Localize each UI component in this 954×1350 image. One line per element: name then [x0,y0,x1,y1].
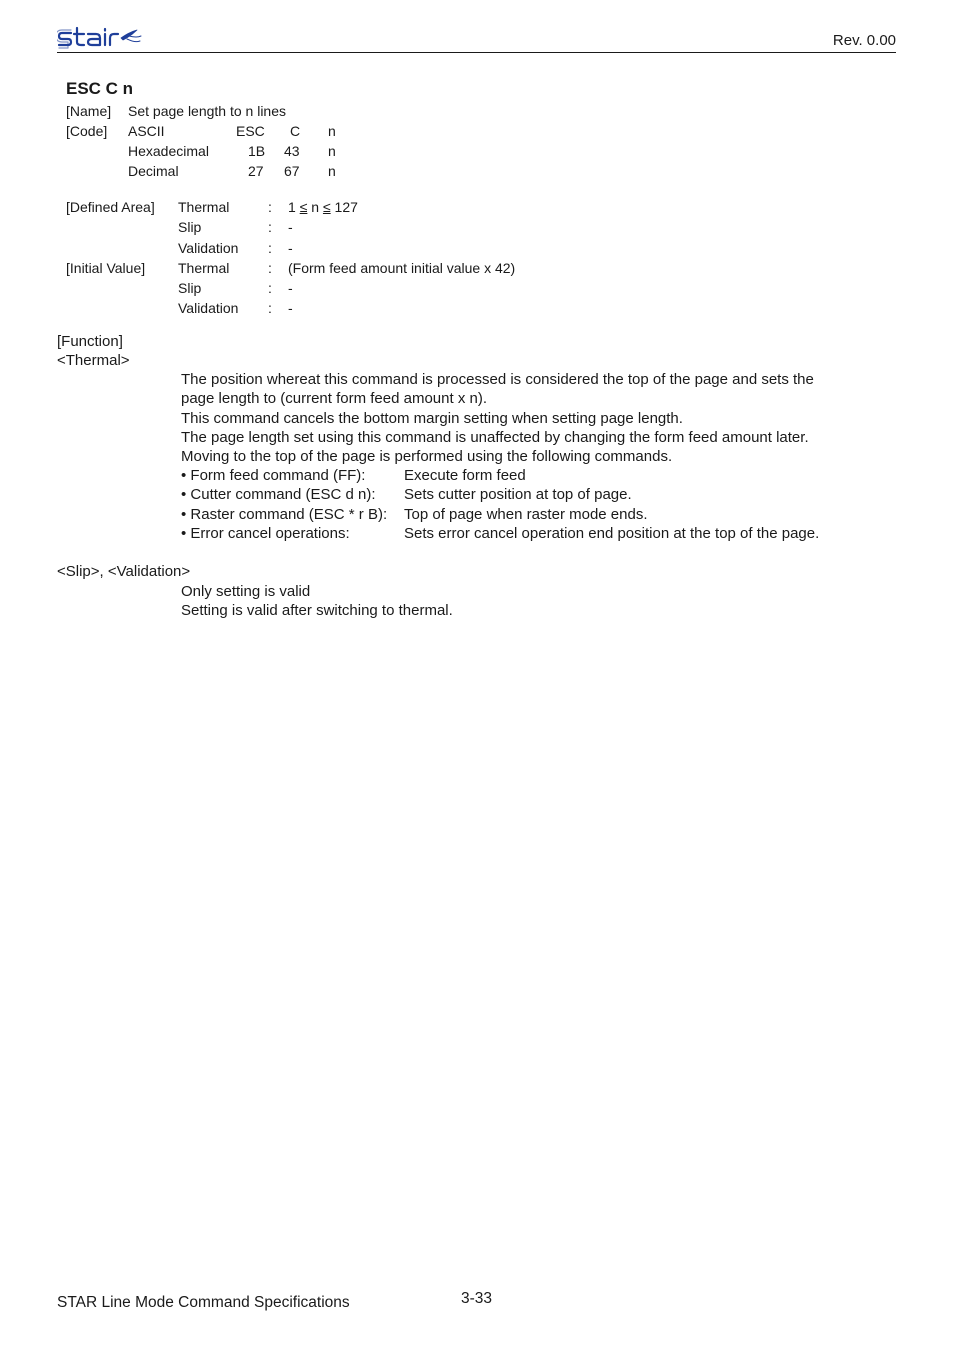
initial-value: - [288,300,293,316]
range-value: - [288,219,293,235]
description-line: Only setting is valid [181,583,311,600]
name-label: [Name] [66,103,112,119]
thermal-label: <Thermal> [57,352,130,369]
header-divider [57,52,896,53]
colon: : [268,219,272,235]
bullet-command: • Form feed command (FF): [181,467,366,484]
bullet-description: Execute form feed [404,467,526,484]
page-number: 3-33 [461,1290,493,1307]
initial-value: (Form feed amount initial value x 42) [288,260,516,276]
mode-label: Validation [178,300,239,316]
code-type: ASCII [128,123,165,139]
code-byte: 67 [284,163,300,179]
code-type: Hexadecimal [128,143,209,159]
function-label: [Function] [57,333,123,350]
description-line: This command cancels the bottom margin setting when setting page length. [181,410,683,427]
mode-label: Validation [178,240,239,256]
code-type: Decimal [128,163,179,179]
code-label: [Code] [66,123,108,139]
code-byte: n [328,123,336,139]
initial-value-label: [Initial Value] [66,260,146,276]
code-byte: 1B [248,143,266,159]
description-line: page length to (current form feed amount x n). [181,390,487,407]
mode-label: Thermal [178,260,230,276]
bullet-command: • Raster command (ESC * r B): [181,506,388,523]
bullet-description: Sets error cancel operation end position at the top of the page. [404,525,820,542]
mode-label: Slip [178,280,202,296]
code-byte: n [328,163,336,179]
code-byte: n [328,143,336,159]
mode-label: Slip [178,219,202,235]
colon: : [268,240,272,256]
colon: : [268,300,272,316]
star-logo [57,24,153,52]
colon: : [268,280,272,296]
code-byte: 43 [284,143,300,159]
range-value: 1 ≤ n ≤ 127 [288,199,358,215]
initial-value: - [288,280,293,296]
colon: : [268,199,272,215]
description-line: The page length set using this command is unaffected by changing the form feed amount later. [181,429,809,446]
code-byte: C [290,123,301,139]
bullet-command: • Cutter command (ESC d n): [181,486,376,503]
slip-validation-label: <Slip>, <Validation> [57,563,191,580]
description-line: Moving to the top of the page is performed using the following commands. [181,448,673,465]
code-byte: 27 [248,163,264,179]
bullet-description: Sets cutter position at top of page. [404,486,632,503]
range-value: - [288,240,293,256]
code-byte: ESC [236,123,265,139]
description-line: The position whereat this command is processed is considered the top of the page and sets the [181,371,814,388]
defined-area-label: [Defined Area] [66,199,155,215]
mode-label: Thermal [178,199,230,215]
command-title: ESC C n [66,79,134,98]
bullet-description: Top of page when raster mode ends. [404,506,648,523]
revision-label: Rev. 0.00 [832,32,896,49]
footer-doc-title: STAR Line Mode Command Specifications [57,1294,350,1311]
bullet-command: • Error cancel operations: [181,525,350,542]
name-value: Set page length to n lines [128,103,287,119]
description-line: Setting is valid after switching to thermal. [181,602,453,619]
colon: : [268,260,272,276]
